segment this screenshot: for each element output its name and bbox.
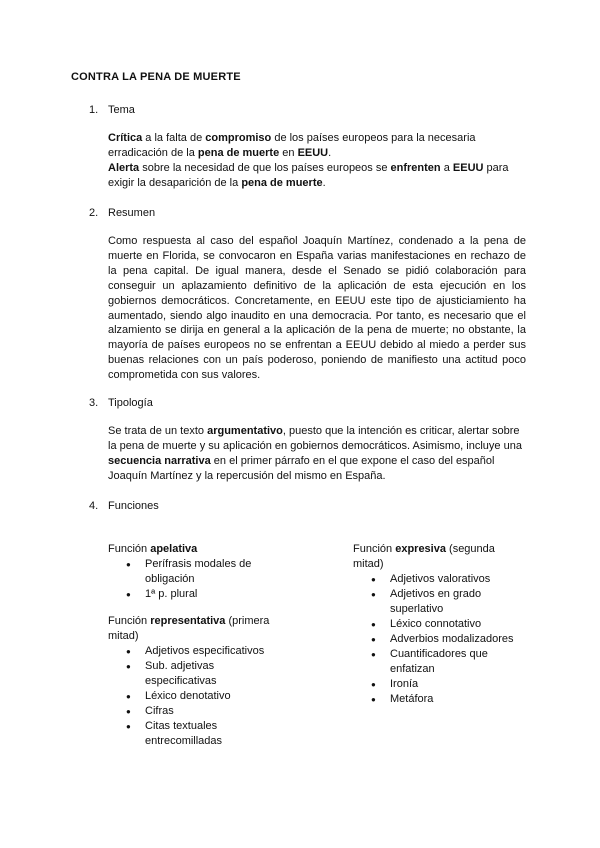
bold-text-run: Crítica (108, 132, 143, 144)
bold-text-run: pena de muerte (197, 147, 280, 159)
funcion-heading (353, 542, 528, 572)
list-item: ● Adjetivos especificativos (108, 644, 278, 659)
section-heading-resumen (89, 206, 155, 221)
funcion-list (108, 557, 278, 602)
bold-text-run: representativa (150, 615, 226, 627)
funcion-apelativa (108, 542, 278, 602)
tema-line-1 (108, 131, 518, 161)
section-title: Funciones (108, 500, 159, 512)
text-run: a la falta de (142, 132, 206, 144)
document-title: CONTRA LA PENA DE MUERTE (71, 71, 241, 83)
list-item: ● Cifras (108, 704, 278, 719)
list-item: ● Adverbios modalizadores (353, 632, 528, 647)
section-title: Tipología (108, 397, 153, 409)
resumen-paragraph: Como respuesta al caso del español Joaquín Martínez, condenado a la pena de muerte en Florida, se convocaron en España varias manifestaciones en rechazo de la pena capital. De igual manera, desde el Senado se pidió colaboración para conseguir un aplazamiento definitivo de la aplicación de esta ejecución en los gobiernos democráticos. Concretamente, en EEUU este tipo de ajusticiamiento ha aumentado, siendo algo inaudito en una democracia. Por tanto, es necesario que el alzamiento se dirija en general a la aplicación de la pena de muerte; no obstante, la mayoría de países europeos no se enfrentan a EEUU debido al miedo a perder sus buenas relaciones con un país poderoso, poniendo de manifiesto una actitud poco comprometida con sus valores. (108, 235, 526, 382)
bold-text-run: EEUU (297, 147, 329, 159)
list-item: ● Ironía (353, 677, 528, 692)
list-item: ● Citas textuales entrecomilladas (108, 719, 278, 749)
text-run: . (322, 177, 326, 189)
text-run: . (328, 147, 332, 159)
list-item: ● Adjetivos en grado superlativo (353, 587, 528, 617)
section-heading-funciones (89, 499, 159, 514)
resumen-body (108, 234, 526, 383)
text-run: a (440, 162, 453, 174)
bold-text-run: pena de muerte (241, 177, 323, 189)
section-number: 1. (89, 104, 99, 116)
funcion-representativa (108, 614, 278, 749)
funcion-heading (108, 542, 278, 557)
funcion-list (108, 644, 278, 749)
tema-line-2 (108, 161, 518, 191)
funcion-list (353, 572, 528, 707)
list-item: ● Léxico connotativo (353, 617, 528, 632)
section-title: Resumen (108, 207, 156, 219)
text-run: Se trata de un texto (108, 425, 208, 437)
tipologia-body (108, 424, 526, 484)
section-number: 4. (89, 500, 99, 512)
section-number: 3. (89, 397, 99, 409)
list-item: ● Metáfora (353, 692, 528, 707)
section-heading-tipologia (89, 396, 153, 411)
bold-text-run: argumentativo (207, 425, 283, 437)
text-run: (segunda mitad) (353, 543, 495, 570)
text-run: para exigir la desaparición de la (108, 162, 509, 189)
list-item: ● Adjetivos valorativos (353, 572, 528, 587)
funcion-heading (108, 614, 278, 644)
bold-text-run: secuencia narrativa (108, 455, 211, 467)
bold-text-run: enfrenten (390, 162, 441, 174)
text-run: (primera mitad) (108, 615, 270, 642)
list-item: ● Perífrasis modales de obligación (108, 557, 278, 587)
list-item: ● Cuantificadores que enfatizan (353, 647, 528, 677)
text-run: Función (353, 543, 396, 555)
section-heading-tema (89, 103, 135, 118)
bold-text-run: Alerta (108, 162, 140, 174)
text-run: de los países europeos para la necesaria erradicación de la (108, 132, 476, 159)
bold-text-run: apelativa (150, 543, 198, 555)
funcion-expresiva (353, 542, 528, 707)
bold-text-run: expresiva (395, 543, 446, 555)
text-run: en el primer párrafo en el que expone el caso del español Joaquín Martínez y la repercusión del mismo en España. (108, 455, 495, 482)
text-run: , puesto que la intención es criticar, alertar sobre la pena de muerte y su aplicación en gobiernos democráticos. Asimismo, incluye una (108, 425, 522, 452)
section-title: Tema (108, 104, 135, 116)
list-item: ● Sub. adjetivas especificativas (108, 659, 278, 689)
text-run: Función (108, 615, 151, 627)
section-number: 2. (89, 207, 99, 219)
text-run: Función (108, 543, 151, 555)
list-item: ● Léxico denotativo (108, 689, 278, 704)
bold-text-run: compromiso (205, 132, 272, 144)
list-item: ● 1ª p. plural (108, 587, 278, 602)
tema-body (108, 131, 518, 191)
bold-text-run: EEUU (452, 162, 484, 174)
text-run: sobre la necesidad de que los países europeos se (139, 162, 391, 174)
text-run: en (279, 147, 298, 159)
tipologia-paragraph (108, 424, 526, 484)
